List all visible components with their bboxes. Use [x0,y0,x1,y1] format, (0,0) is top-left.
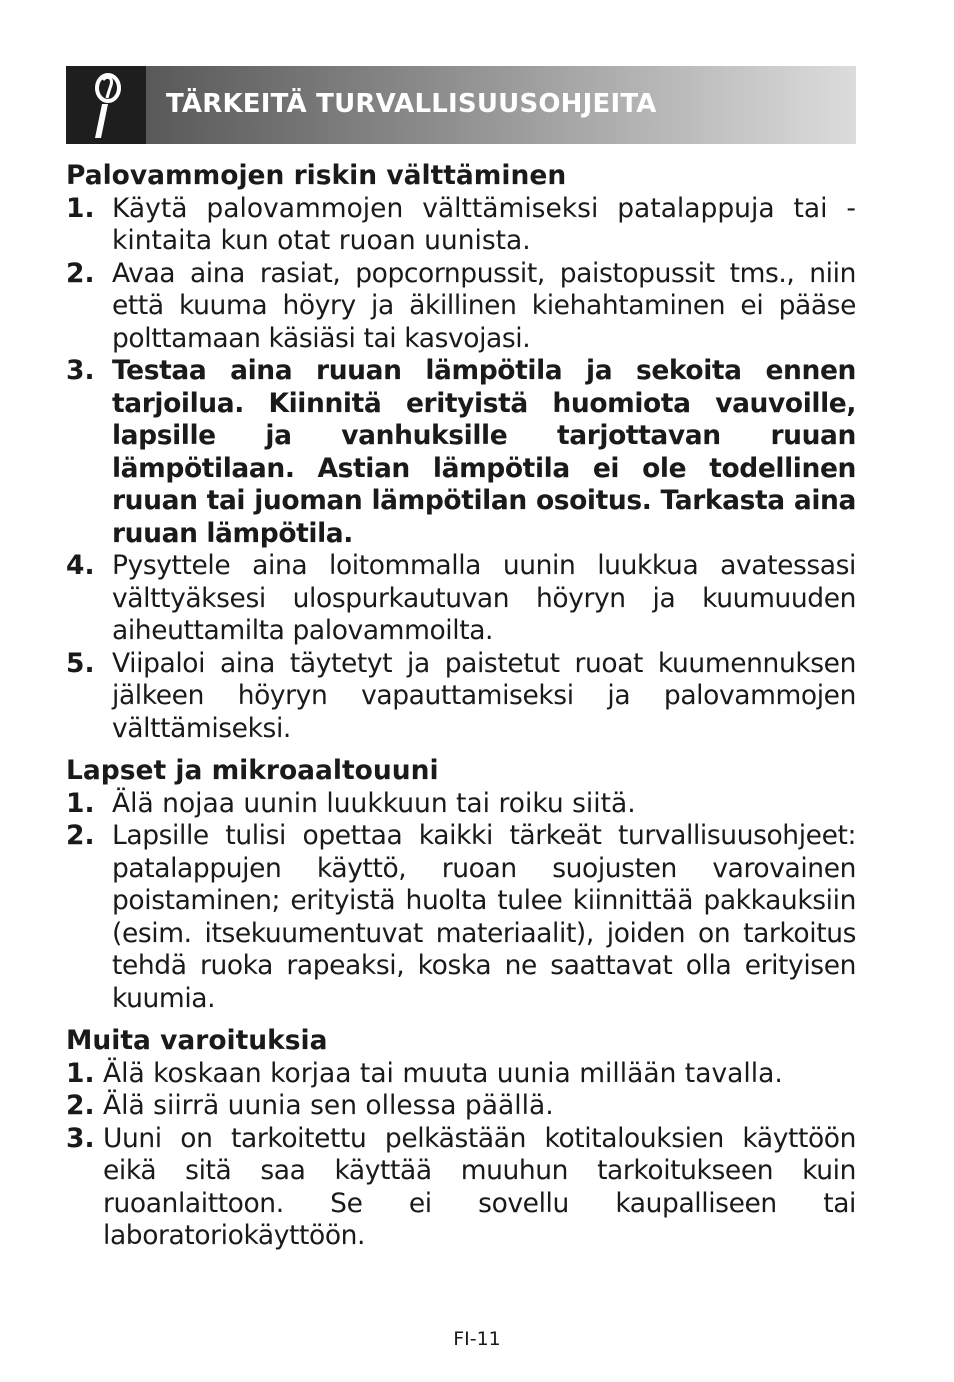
item-number: 3. [66,1122,95,1154]
item-number: 1. [66,1057,95,1089]
item-text: Avaa aina rasiat, popcornpussit, paistopussit tms., niin että kuuma höyry ja äkillinen kiehahtaminen ei pääse polttamaan käsiäsi tai kasvojasi. [112,257,856,354]
item-number: 1. [66,192,95,224]
section-title-children: Lapset ja mikroaaltouuni [66,755,439,786]
section-title-burns: Palovammojen riskin välttäminen [66,160,567,191]
item-text: Älä siirrä uunia sen ollessa päällä. [103,1090,554,1121]
item-number: 5. [66,647,95,679]
item-text: Lapsille tulisi opettaa kaikki tärkeät turvallisuusohjeet: patalappujen käyttö, ruoan suojusten varovainen poistaminen; erityistä huolta tulee kiinnittää pakkauksiin (esim. itsekuumentuvat materiaalit), joiden on tarkoitus tehdä ruoka rapeaksi, koska ne saattavat olla erityisen kuumia. [112,820,856,1014]
item-number: 2. [66,820,95,851]
item-text: Älä koskaan korjaa tai muuta uunia millään tavalla. [103,1057,783,1089]
exclamation-icon [86,72,126,138]
item-text: Älä nojaa uunin luukkuun tai roiku siitä. [112,787,636,819]
list-item [66,258,856,356]
list-item [66,1090,856,1123]
item-text: Uuni on tarkoitettu pelkästään kotitalouksien käyttöön eikä sitä saa käyttää muuhun tarkoitukseen kuin ruoanlaittoon. Se ei sovellu kaupalliseen tai laboratoriokäyttöön. [103,1122,856,1251]
item-number: 2. [66,1090,95,1121]
page-number: FI-11 [453,1328,501,1350]
header-title: TÄRKEITÄ TURVALLISUUSOHJEITA [166,89,657,119]
item-number: 1. [66,787,95,819]
list-item [66,1123,856,1253]
list-item [66,193,856,258]
item-text: Testaa aina ruuan lämpötila ja sekoita ennen tarjoilua. Kiinnitä erityistä huomiota vauvoille, lapsille ja vanhuksille tarjottavan ruuan lämpötilaan. Astian lämpötila ei ole todellinen ruuan tai juoman lämpötilan osoitus. Tarkasta aina ruuan lämpötila. [112,355,856,549]
list-item [66,648,856,746]
list-item [66,550,856,648]
item-number: 4. [66,550,95,581]
list-item [66,1058,856,1091]
item-text: Viipaloi aina täytetyt ja paistetut ruoat kuumennuksen jälkeen höyryn vapauttamiseksi ja palovammojen välttämiseksi. [112,647,856,744]
item-number: 2. [66,257,95,289]
warning-icon-box [66,66,146,144]
section-header [66,66,856,144]
item-text: Käytä palovammojen välttämiseksi patalappuja tai -kintaita kun otat ruoan uunista. [112,192,856,256]
item-text: Pysyttele aina loitommalla uunin luukkua avatessasi välttyäksesi ulospurkautuvan höyryn ja kuumuuden aiheuttamilta palovammoilta. [112,550,856,646]
list-item [66,788,856,821]
section-title-other-warnings: Muita varoituksia [66,1025,328,1056]
list-item [66,355,856,550]
list-item [66,820,856,1015]
item-number: 3. [66,355,95,386]
document-body [66,160,856,1253]
